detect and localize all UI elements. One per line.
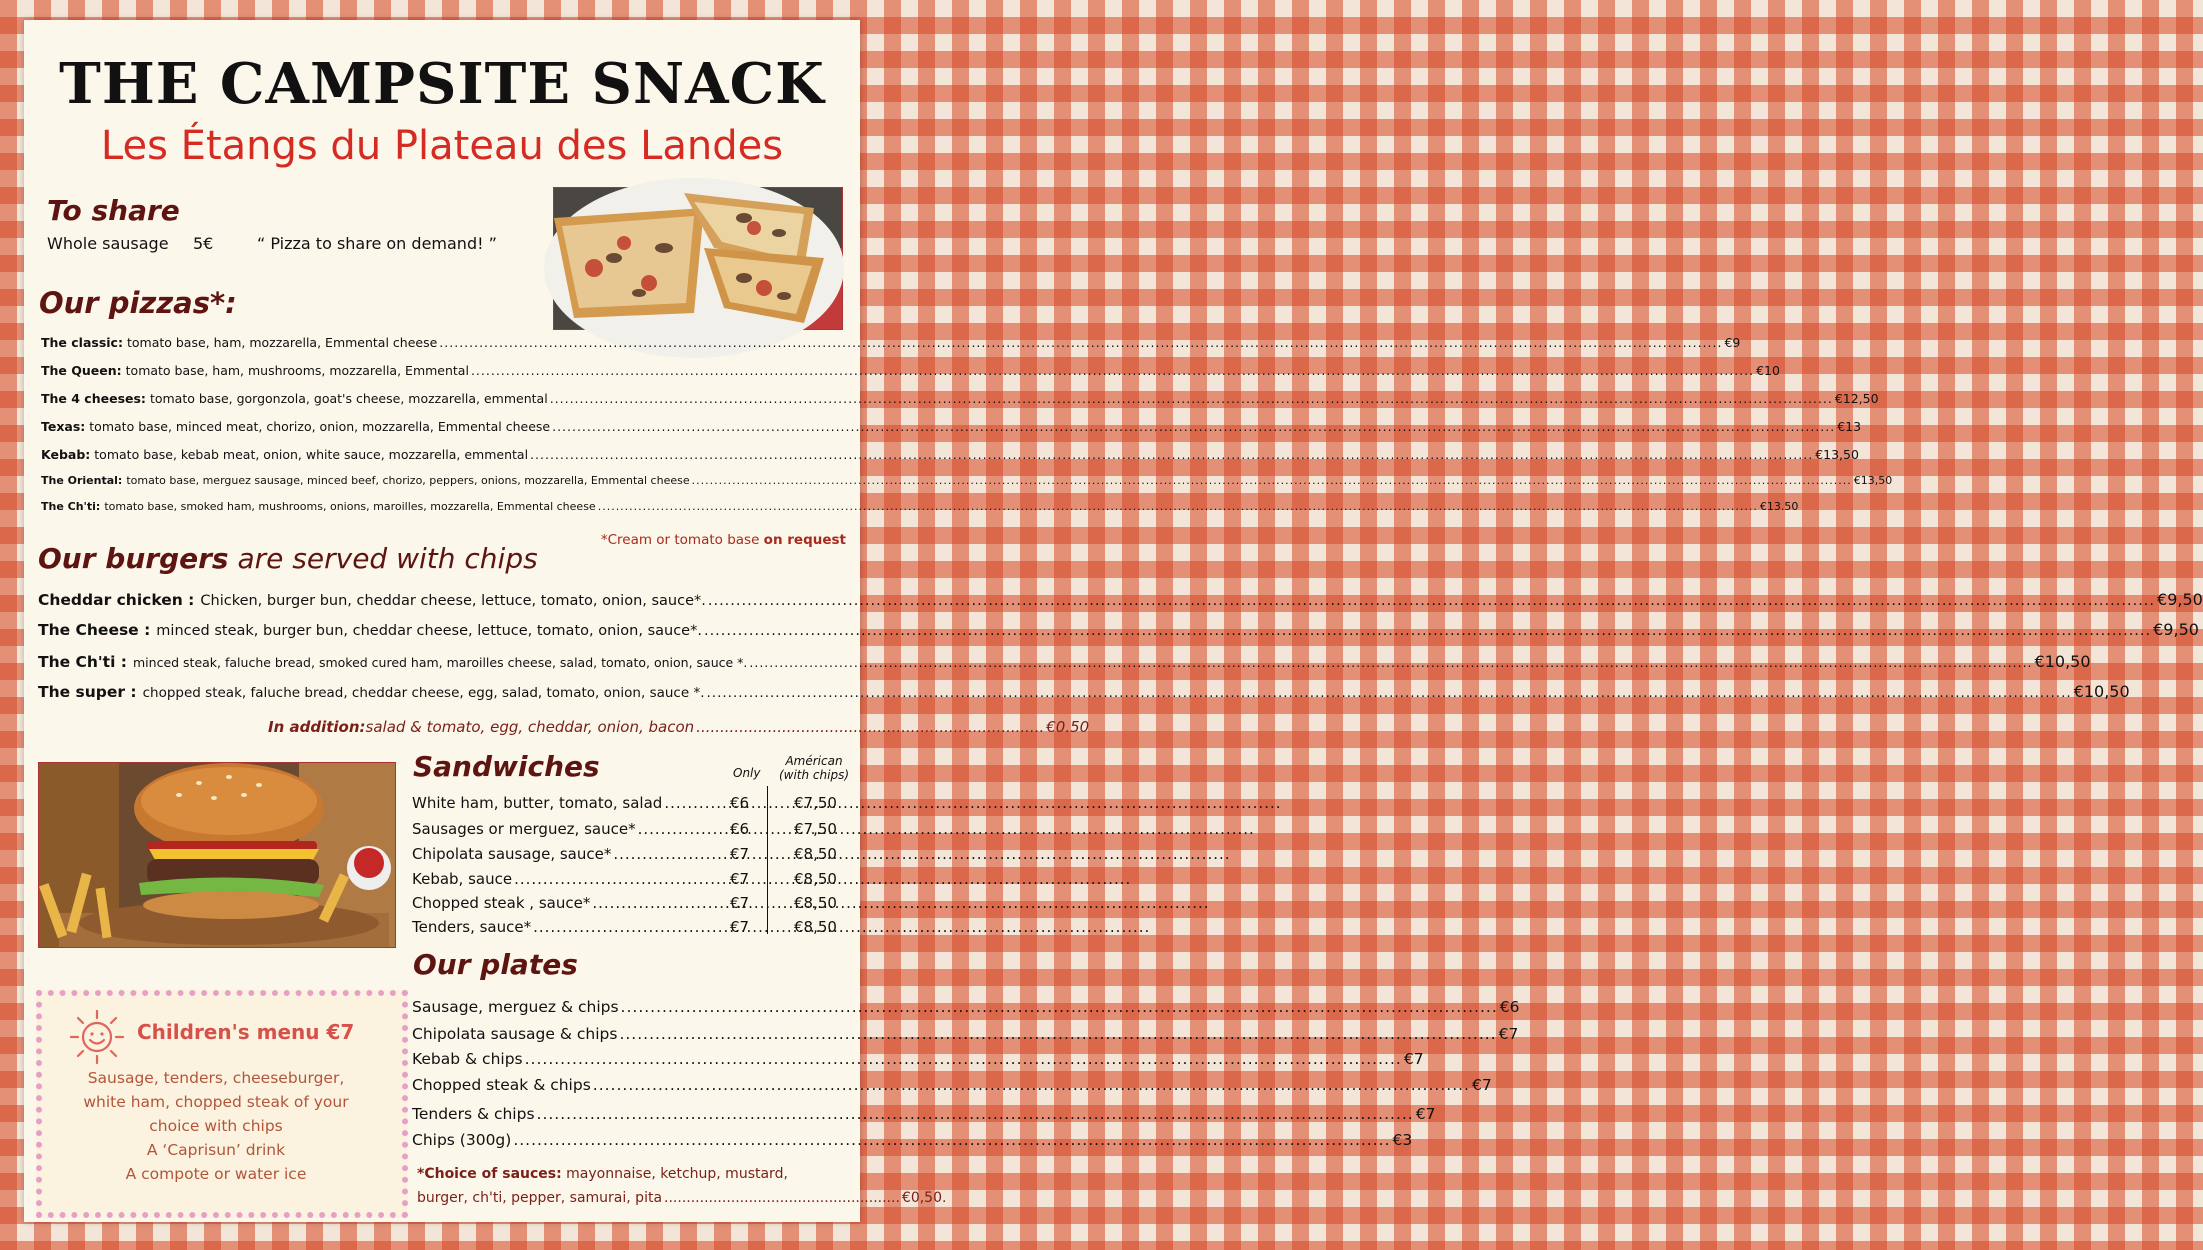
burger-row — [38, 620, 2199, 639]
burgers-heading-rest: are served with chips — [228, 542, 538, 575]
sandwich-price-only: €7 — [730, 870, 750, 888]
page-subtitle: Les Étangs du Plateau des Landes — [100, 123, 784, 169]
pizza-desc: tomato base, gorgonzola, goat's cheese, mozzarella, emmental — [149, 391, 548, 406]
plate-row — [412, 1105, 1436, 1123]
note-text: *Cream or tomato base — [600, 532, 764, 548]
sandwich-price-only: €7 — [730, 894, 750, 912]
plate-name: Chopped steak & chips — [412, 1076, 591, 1094]
col-american-sub: (with chips) — [778, 768, 850, 782]
sandwich-price-american: €8,50 — [794, 870, 837, 888]
burger-desc: chopped steak, faluche bread, cheddar cheese, egg, salad, tomato, onion, sauce *. — [142, 685, 705, 701]
burger-name: The Ch'ti : — [38, 653, 127, 671]
plate-name: Kebab & chips — [412, 1050, 523, 1068]
pizza-desc: tomato base, merguez sausage, minced beef, chorizo, peppers, onions, mozzarella, Emmental cheese — [126, 474, 690, 487]
pizza-photo — [553, 187, 843, 330]
sandwich-price-only: €6 — [730, 794, 750, 812]
sandwich-row — [412, 820, 842, 838]
sauces-label: *Choice of sauces: — [417, 1166, 562, 1182]
pizzas-heading: Our pizzas*: — [39, 286, 237, 320]
sandwich-price-american: €7,50 — [794, 820, 837, 838]
plate-row — [412, 1050, 1424, 1068]
pizza-row — [41, 335, 1741, 350]
sauces-text: mayonnaise, ketchup, mustard, — [561, 1166, 788, 1182]
burger-price: €9,50 — [2153, 620, 2199, 639]
kids-line: A compote or water ice — [125, 1165, 307, 1183]
plate-name: Chips (300g) — [412, 1131, 512, 1149]
kids-line: A ‘Caprisun’ drink — [146, 1141, 286, 1159]
childrens-menu-box — [36, 990, 408, 1218]
sauces-dots: ..................................................... — [664, 1190, 900, 1206]
sandwich-price-american: €8,50 — [794, 845, 837, 863]
pizza-price: €13.50 — [1759, 500, 1799, 513]
sandwich-name: Sausages or merguez, sauce* — [412, 820, 636, 838]
burger-name: The super : — [38, 683, 137, 701]
plate-name: Chipolata sausage & chips — [412, 1025, 618, 1043]
pizza-desc: tomato base, minced meat, chorizo, onion, mozzarella, Emmental cheese — [89, 419, 551, 434]
pizza-name: Kebab: — [41, 447, 91, 462]
addition-price: €0.50 — [1046, 718, 1090, 736]
sandwich-name: Kebab, sauce — [412, 870, 513, 888]
share-heading: To share — [47, 194, 180, 227]
burger-price: €10,50 — [2034, 652, 2091, 671]
pizza-desc: tomato base, smoked ham, mushrooms, onions, maroilles, mozzarella, Emmental cheese — [104, 500, 596, 513]
kids-line: choice with chips — [149, 1117, 283, 1135]
addition-dots: ......................................................................... — [696, 718, 1045, 736]
pizza-price: €12,50 — [1834, 391, 1879, 406]
plate-price: €3 — [1392, 1131, 1413, 1149]
burger-desc: minced steak, burger bun, cheddar cheese, lettuce, tomato, onion, sauce*. — [156, 623, 702, 639]
burger-name: Cheddar chicken : — [38, 591, 195, 609]
plate-row — [412, 998, 1520, 1016]
sandwiches-heading: Sandwiches — [413, 750, 600, 783]
burgers-heading — [38, 542, 538, 575]
sandwich-row — [412, 870, 842, 888]
sun-icon — [68, 1008, 126, 1073]
addition-label: In addition: — [268, 718, 366, 736]
sandwich-row — [412, 845, 842, 863]
sandwich-price-american: €8,50 — [794, 918, 837, 936]
pizza-row — [41, 391, 1879, 406]
burger-row — [38, 590, 2203, 609]
sauces-price: €0,50. — [901, 1190, 947, 1206]
plate-row — [412, 1076, 1492, 1094]
pizza-name: The Ch'ti: — [41, 500, 101, 513]
burger-desc: minced steak, faluche bread, smoked cured ham, maroilles cheese, salad, tomato, onion, sauce *. — [133, 655, 748, 670]
pizza-row — [41, 447, 1859, 462]
sandwich-price-only: €7 — [730, 918, 750, 936]
kids-line: white ham, chopped steak of your — [83, 1093, 349, 1111]
childrens-menu-items — [42, 1066, 390, 1186]
col-american-label: Américan — [785, 754, 843, 768]
pizza-desc: tomato base, ham, mushrooms, mozzarella, Emmental — [125, 363, 469, 378]
sauces-line-1 — [417, 1166, 788, 1182]
share-price: 5€ — [193, 234, 214, 253]
pizza-desc: tomato base, ham, mozzarella, Emmental cheese — [126, 335, 438, 350]
plate-row — [412, 1131, 1413, 1149]
kids-line: Sausage, tenders, cheeseburger, — [87, 1069, 345, 1087]
sandwich-name: White ham, butter, tomato, salad — [412, 794, 663, 812]
pizza-desc: tomato base, kebab meat, onion, white sauce, mozzarella, emmental — [94, 447, 529, 462]
pizza-row — [41, 363, 1780, 378]
sandwich-row — [412, 918, 842, 936]
sandwich-name: Chipolata sausage, sauce* — [412, 845, 612, 863]
pizza-price: €9 — [1724, 335, 1741, 350]
plate-name: Sausage, merguez & chips — [412, 998, 619, 1016]
pizza-row — [41, 474, 1893, 487]
sauces-text-2: burger, ch'ti, pepper, samurai, pita — [417, 1190, 663, 1206]
plate-name: Tenders & chips — [412, 1105, 535, 1123]
burger-photo — [38, 762, 396, 948]
page-title: THE CAMPSITE SNACK — [59, 51, 825, 117]
sandwich-row — [412, 794, 842, 812]
sandwich-price-american: €7,50 — [794, 794, 837, 812]
addition-text: salad & tomato, egg, cheddar, onion, bacon — [365, 718, 695, 736]
plates-heading: Our plates — [413, 948, 578, 981]
burger-addition — [268, 718, 1090, 736]
burger-price: €10,50 — [2073, 682, 2130, 701]
menu-page — [24, 20, 2203, 1222]
pizza-name: The 4 cheeses: — [41, 391, 146, 406]
plate-price: €7 — [1403, 1050, 1424, 1068]
sandwich-price-only: €6 — [730, 820, 750, 838]
pizza-base-note — [601, 532, 846, 548]
burger-row — [38, 652, 2091, 671]
childrens-menu-title: Children's menu €7 — [137, 1020, 355, 1044]
plate-price: €6 — [1499, 998, 1520, 1016]
pizza-price: €13,50 — [1815, 447, 1859, 462]
pizza-name: The Oriental: — [41, 474, 123, 487]
share-item: Whole sausage — [47, 234, 169, 253]
pizza-price: €10 — [1756, 363, 1780, 378]
plate-row — [412, 1025, 1519, 1043]
burger-name: The Cheese : — [38, 621, 151, 639]
burger-price: €9,50 — [2157, 590, 2203, 609]
sandwich-price-only: €7 — [730, 845, 750, 863]
col-only: Only — [733, 766, 761, 780]
sandwich-name: Tenders, sauce* — [412, 918, 532, 936]
plate-price: €7 — [1471, 1076, 1492, 1094]
pizza-name: The Queen: — [41, 363, 122, 378]
col-american — [776, 754, 852, 782]
sandwich-price-american: €8,50 — [794, 894, 837, 912]
pizza-name: The classic: — [41, 335, 123, 350]
pizza-row — [41, 500, 1799, 513]
note-bold: on request — [763, 532, 846, 548]
pizza-row — [41, 419, 1862, 434]
share-note: “ Pizza to share on demand! ” — [257, 234, 497, 253]
sandwich-row — [412, 894, 842, 912]
plate-price: €7 — [1498, 1025, 1519, 1043]
burgers-heading-bold: Our burgers — [38, 542, 229, 575]
burger-row — [38, 682, 2130, 701]
sauces-line-2 — [417, 1190, 947, 1206]
sandwich-name: Chopped steak , sauce* — [412, 894, 591, 912]
plate-price: €7 — [1415, 1105, 1436, 1123]
pizza-name: Texas: — [41, 419, 86, 434]
pizza-price: €13 — [1837, 419, 1862, 434]
pizza-price: €13,50 — [1853, 474, 1893, 487]
burger-desc: Chicken, burger bun, cheddar cheese, lettuce, tomato, onion, sauce*. — [200, 593, 706, 609]
